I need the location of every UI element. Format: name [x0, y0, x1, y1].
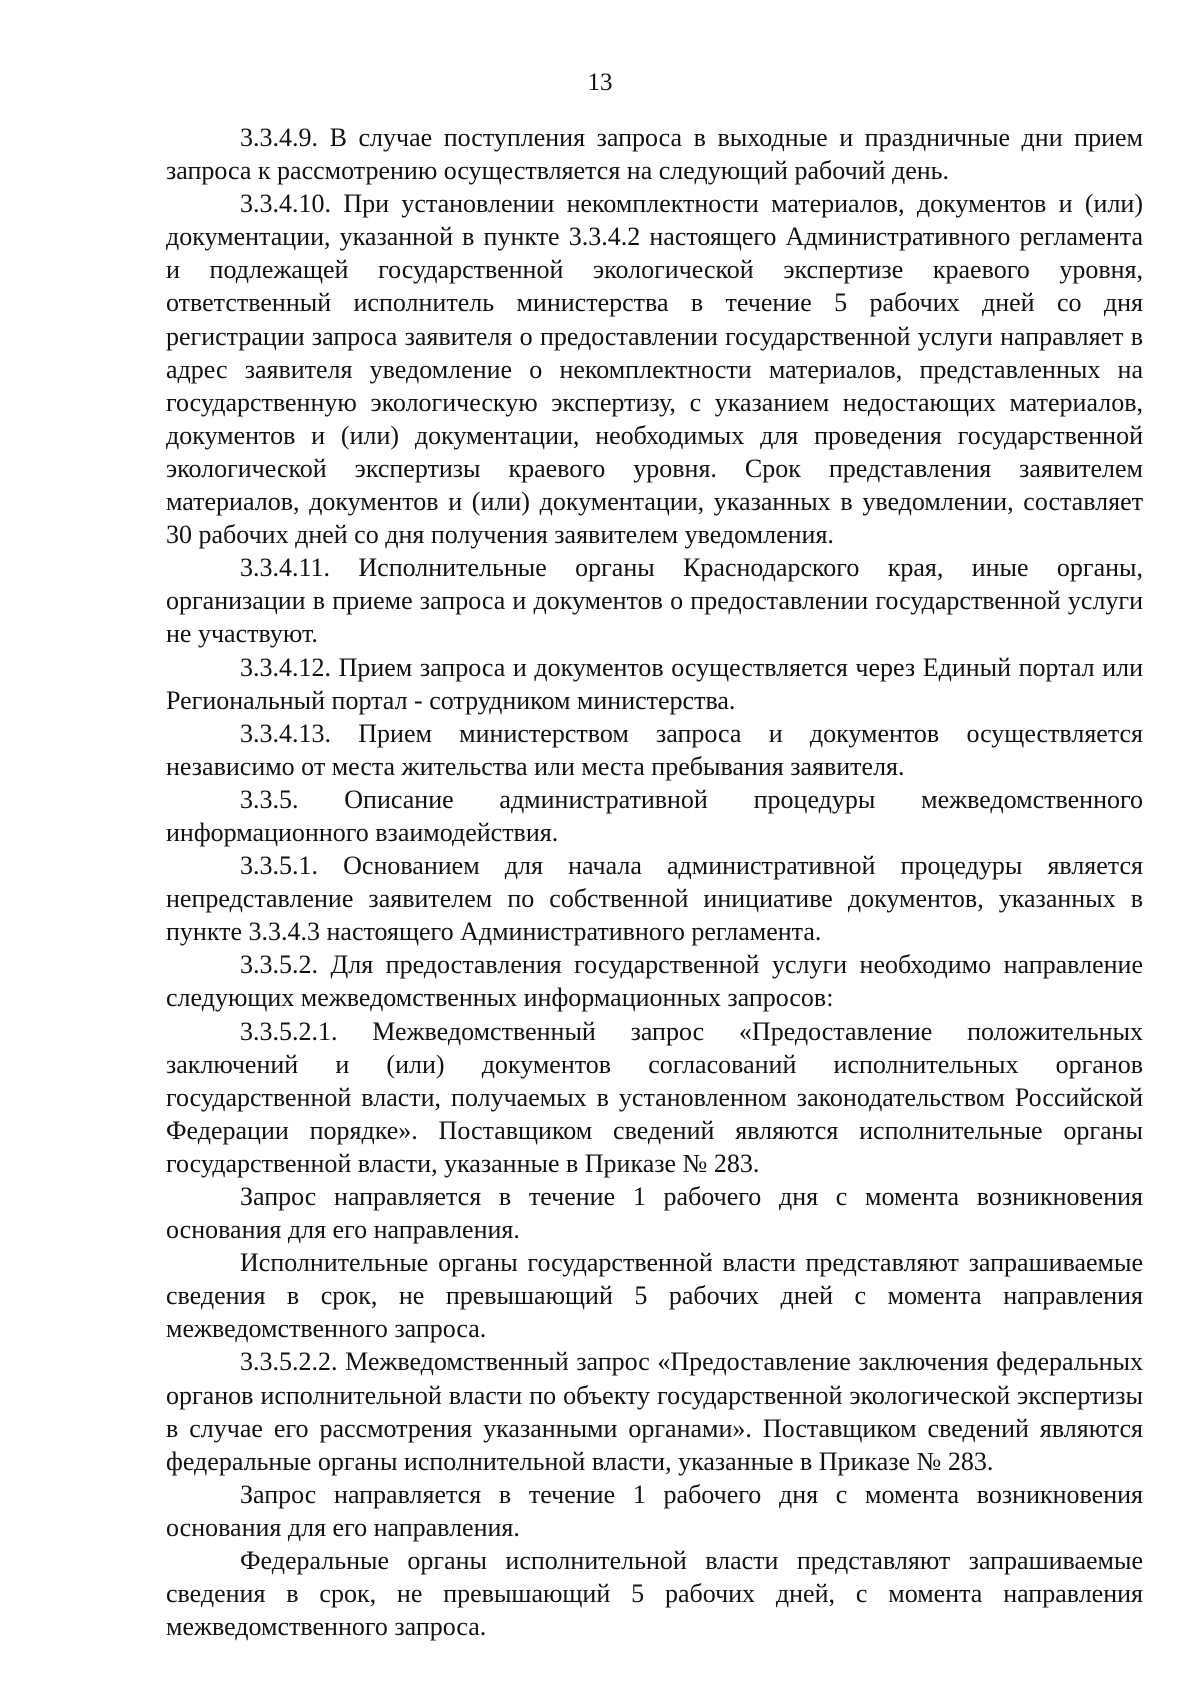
paragraph-3-3-5-2-2: 3.3.5.2.2. Межведомственный запрос «Предоставление заключения федеральных органов исполнительной власти по объекту государственной экологической экспертизы в случае его рассмотрения указанными органами». Поставщиком сведений являются федеральные органы исполнительной власти, указанные в Приказе № 283. — [166, 1347, 1143, 1476]
paragraph-3-3-4-11: 3.3.4.11. Исполнительные органы Краснодарского края, иные органы, организации в приеме запроса и документов о предоставлении государственной услуги не участвуют. — [166, 553, 1143, 649]
paragraph-3-3-5: 3.3.5. Описание административной процедуры межведомственного информационного взаимодействия. — [166, 784, 1143, 847]
paragraph-response-deadline-1: Исполнительные органы государственной власти представляют запрашиваемые сведения в срок, не превышающий 5 рабочих дней с момента направления межведомственного запроса. — [166, 1248, 1143, 1344]
paragraph-response-deadline-2: Федеральные органы исполнительной власти представляют запрашиваемые сведения в срок, не превышающий 5 рабочих дней, с момента направления межведомственного запроса. — [166, 1546, 1143, 1642]
paragraph-3-3-4-12: 3.3.4.12. Прием запроса и документов осуществляется через Единый портал или Региональный портал - сотрудником министерства. — [166, 652, 1143, 715]
paragraph-3-3-5-2-1: 3.3.5.2.1. Межведомственный запрос «Предоставление положительных заключений и (или) документов согласований исполнительных органов государственной власти, получаемых в установленном законодательством Российской Федерации порядке». Поставщиком сведений являются исполнительные органы государственной власти, указанные в Приказе № 283. — [166, 1016, 1143, 1178]
paragraph-3-3-4-9: 3.3.4.9. В случае поступления запроса в выходные и праздничные дни прием запроса к рассмотрению осуществляется на следующий рабочий день. — [166, 123, 1143, 186]
paragraph-3-3-4-10: 3.3.4.10. При установлении некомплектности материалов, документов и (или) документации, указанной в пункте 3.3.4.2 настоящего Административного регламента и подлежащей государственной экологической экспертизе краевого уровня, ответственный исполнитель министерства в течение 5 рабочих дней со дня регистрации запроса заявителя о предоставлении государственной услуги направляет в адрес заявителя уведомление о некомплектности материалов, представленных на государственную экологическую экспертизу, с указанием недостающих материалов, документов и (или) документации, необходимых для проведения государственной экологической экспертизы краевого уровня. Срок представления заявителем материалов, документов и (или) документации, указанных в уведомлении, составляет 30 рабочих дней со дня получения заявителем уведомления. — [166, 189, 1143, 550]
paragraph-3-3-5-1: 3.3.5.1. Основанием для начала административной процедуры является непредставление заявителем по собственной инициативе документов, указанных в пункте 3.3.4.3 настоящего Административного регламента. — [166, 851, 1143, 947]
paragraph-request-deadline-1: Запрос направляется в течение 1 рабочего дня с момента возникновения основания для его направления. — [166, 1182, 1143, 1245]
page-number: 13 — [587, 69, 613, 96]
paragraph-3-3-4-13: 3.3.4.13. Прием министерством запроса и документов осуществляется независимо от места жительства или места пребывания заявителя. — [166, 718, 1143, 781]
paragraph-request-deadline-2: Запрос направляется в течение 1 рабочего дня с момента возникновения основания для его направления. — [166, 1479, 1143, 1542]
paragraph-3-3-5-2: 3.3.5.2. Для предоставления государственной услуги необходимо направление следующих межведомственных информационных запросов: — [166, 950, 1143, 1013]
document-body — [166, 121, 1143, 1643]
